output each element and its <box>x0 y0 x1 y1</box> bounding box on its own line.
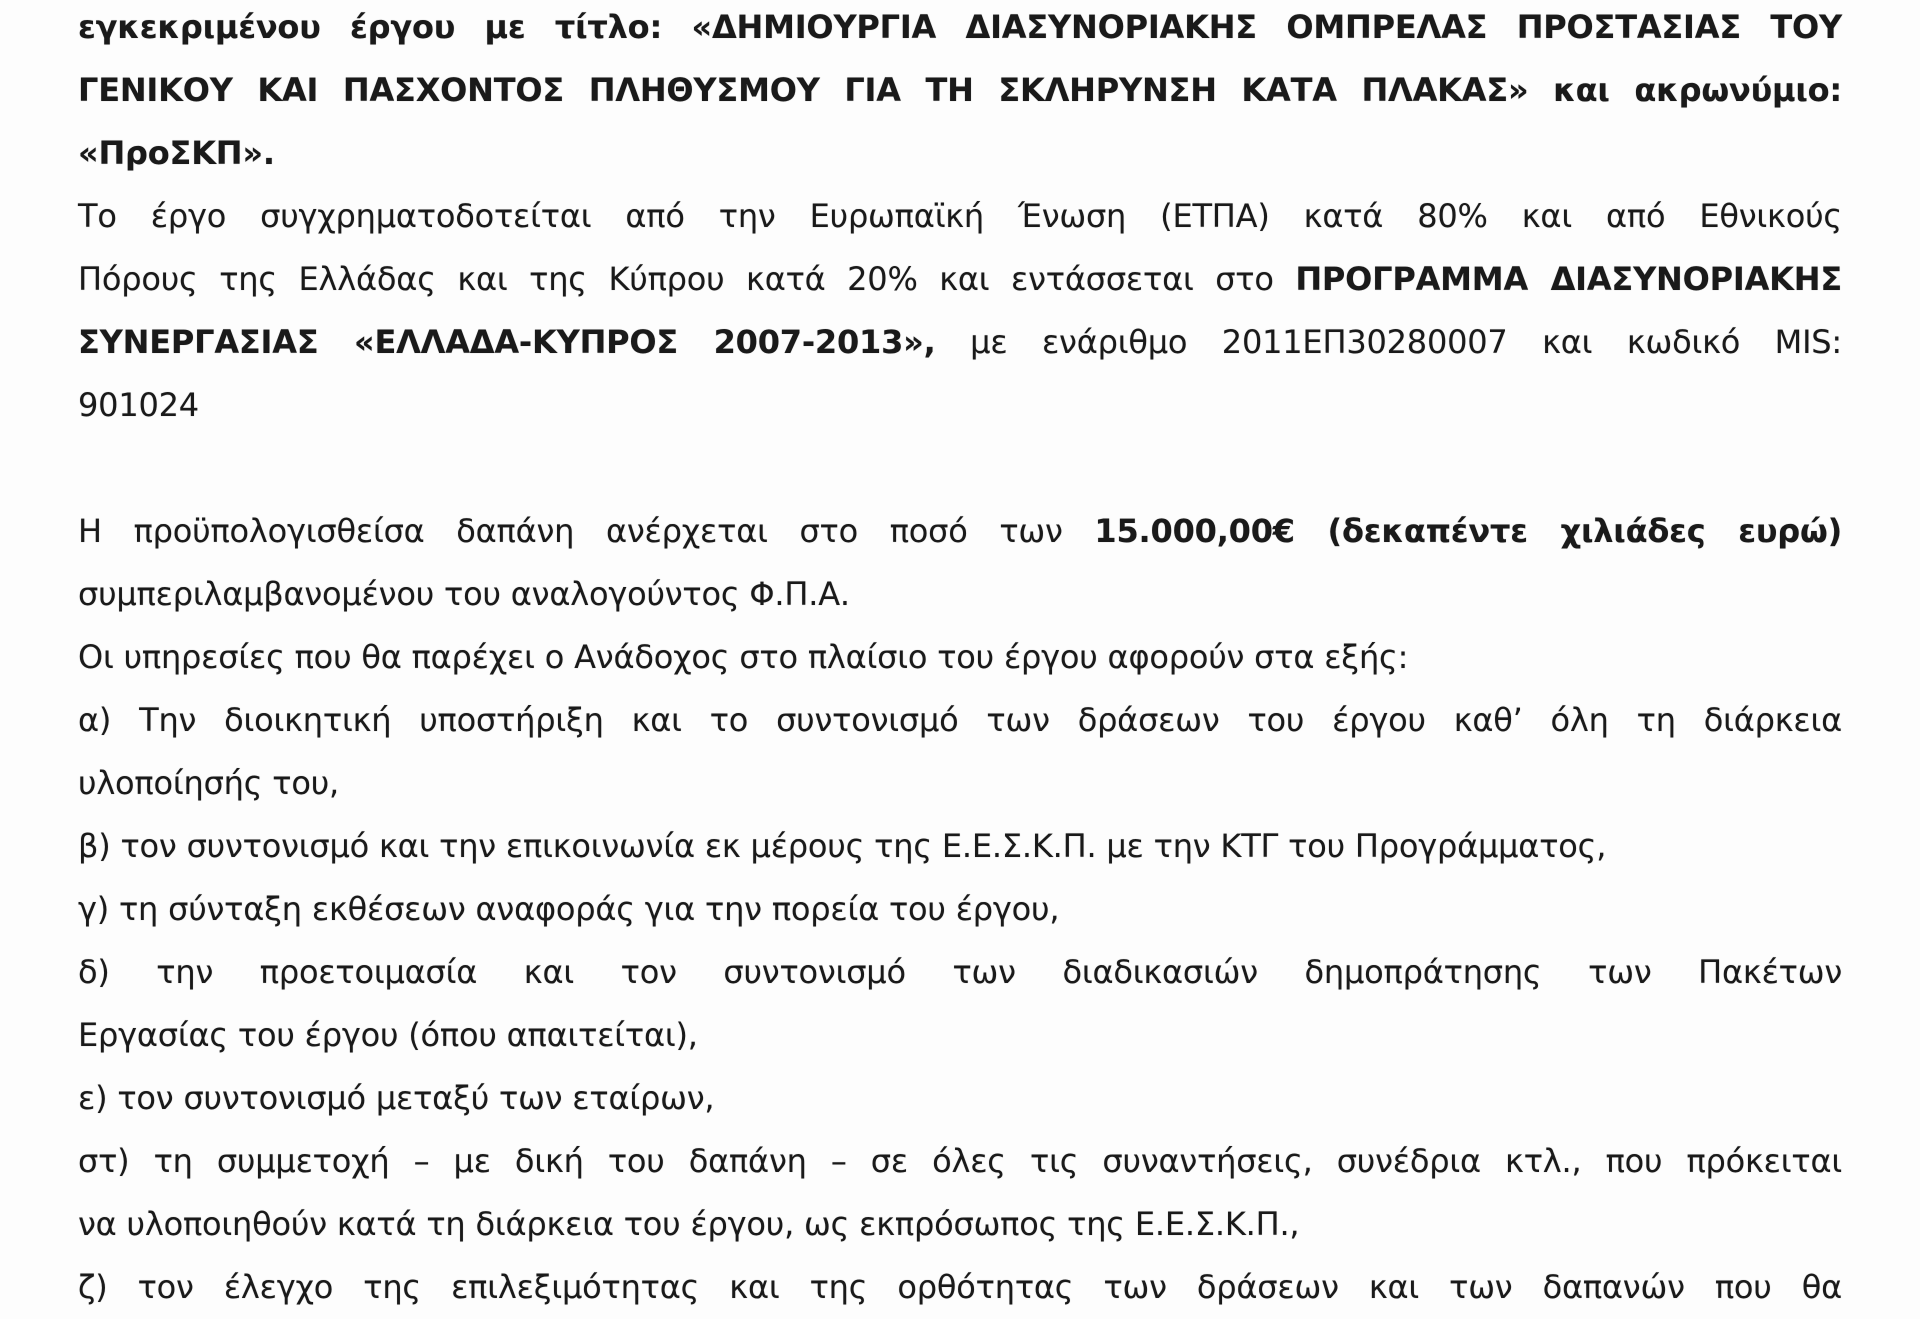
text-run: ζ) τον έλεγχο της επιλεξιμότητας και της ορθότητας των δράσεων και των δαπανών που θα <box>78 1268 1842 1306</box>
text-run: 901024 <box>78 386 199 424</box>
text-run: «ΠροΣΚΠ». <box>78 134 275 172</box>
doc-line <box>78 311 1842 374</box>
text-run: υλοποίησής του, <box>78 764 340 802</box>
doc-line <box>78 248 1842 311</box>
doc-line <box>78 122 1842 185</box>
text-run: Πόρους της Ελλάδας και της Κύπρου κατά 20% και εντάσσεται στο <box>78 260 1296 298</box>
text-run: Η προϋπολογισθείσα δαπάνη ανέρχεται στο ποσό των <box>78 512 1095 550</box>
text-run: ΓΕΝΙΚΟΥ ΚΑΙ ΠΑΣΧΟΝΤΟΣ ΠΛΗΘΥΣΜΟΥ ΓΙΑ ΤΗ ΣΚΛΗΡΥΝΣΗ ΚΑΤΑ ΠΛΑΚΑΣ» και ακρωνύμιο: <box>78 71 1842 109</box>
doc-line <box>78 0 1842 59</box>
doc-line <box>78 1193 1842 1256</box>
doc-line <box>78 1130 1842 1193</box>
doc-line <box>78 878 1842 941</box>
text-run: γ) τη σύνταξη εκθέσεων αναφοράς για την πορεία του έργου, <box>78 890 1060 928</box>
blank-line <box>78 437 1842 500</box>
doc-line <box>78 1067 1842 1130</box>
doc-line <box>78 941 1842 1004</box>
text-run: να υλοποιηθούν κατά τη διάρκεια του έργου, ως εκπρόσωπος της Ε.Ε.Σ.Κ.Π., <box>78 1205 1300 1243</box>
doc-line <box>78 374 1842 437</box>
text-run: με ενάριθμο 2011ΕΠ30280007 και κωδικό MIS: <box>935 323 1843 361</box>
text-run: συμπεριλαμβανομένου του αναλογούντος Φ.Π.Α. <box>78 575 850 613</box>
text-run: δ) την προετοιμασία και τον συντονισμό των διαδικασιών δημοπράτησης των Πακέτων <box>78 953 1842 991</box>
text-run: Το έργο συγχρηματοδοτείται από την Ευρωπαϊκή Ένωση (ΕΤΠΑ) κατά 80% και από Εθνικούς <box>78 197 1842 235</box>
text-run: στ) τη συμμετοχή – με δική του δαπάνη – σε όλες τις συναντήσεις, συνέδρια κτλ., που πρόκειται <box>78 1142 1842 1180</box>
doc-line <box>78 185 1842 248</box>
doc-line <box>78 563 1842 626</box>
text-run: Οι υπηρεσίες που θα παρέχει ο Ανάδοχος στο πλαίσιο του έργου αφορούν στα εξής: <box>78 638 1409 676</box>
doc-line <box>78 815 1842 878</box>
text-run: ΠΡΟΓΡΑΜΜΑ ΔΙΑΣΥΝΟΡΙΑΚΗΣ <box>1295 260 1842 298</box>
text-run: β) τον συντονισμό και την επικοινωνία εκ μέρους της Ε.Ε.Σ.Κ.Π. με την ΚΤΓ του Προγράμματος, <box>78 827 1607 865</box>
text-run: ε) τον συντονισμό μεταξύ των εταίρων, <box>78 1079 715 1117</box>
doc-line <box>78 59 1842 122</box>
doc-line <box>78 626 1842 689</box>
doc-line <box>78 1256 1842 1319</box>
doc-line <box>78 752 1842 815</box>
doc-line <box>78 500 1842 563</box>
text-run: α) Την διοικητική υποστήριξη και το συντονισμό των δράσεων του έργου καθ’ όλη τη διάρκεια <box>78 701 1842 739</box>
text-run: εγκεκριμένου έργου με τίτλο: «ΔΗΜΙΟΥΡΓΙΑ ΔΙΑΣΥΝΟΡΙΑΚΗΣ ΟΜΠΡΕΛΑΣ ΠΡΟΣΤΑΣΙΑΣ ΤΟΥ <box>78 8 1842 46</box>
doc-line <box>78 689 1842 752</box>
text-run: 15.000,00€ (δεκαπέντε χιλιάδες ευρώ) <box>1094 512 1842 550</box>
doc-line <box>78 1004 1842 1067</box>
text-run: ΣΥΝΕΡΓΑΣΙΑΣ «ΕΛΛΑΔΑ-ΚΥΠΡΟΣ 2007-2013», <box>78 323 936 361</box>
text-run: Εργασίας του έργου (όπου απαιτείται), <box>78 1016 698 1054</box>
